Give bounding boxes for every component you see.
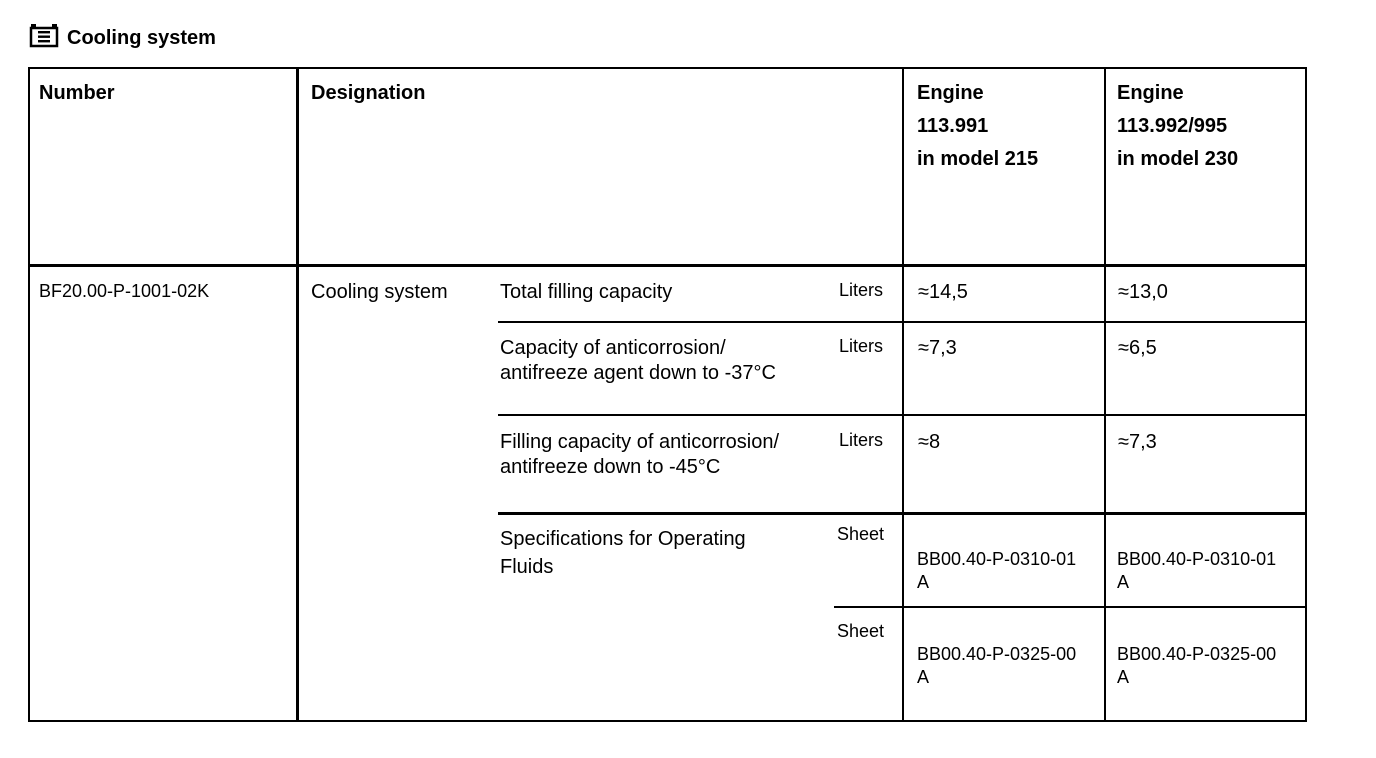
row-label: Total filling capacity [500, 281, 673, 303]
row-label: Capacity of anticorrosion/ antifreeze agent down to -37°C [500, 337, 776, 384]
row-value-engine-2: ≈13,0 [1118, 281, 1168, 303]
row-value-engine-1: ≈7,3 [918, 337, 957, 359]
sheet-reference-link[interactable]: BB00.40-P-0325-00 A [1117, 644, 1277, 687]
sheet-reference-link[interactable]: BB00.40-P-0325-00 A [917, 644, 1077, 687]
row-value-engine-2: ≈6,5 [1118, 337, 1157, 359]
row-unit: Liters [839, 430, 884, 450]
group-label: Cooling system [311, 281, 448, 303]
row-value-engine-2: ≈7,3 [1118, 431, 1157, 453]
row-unit: Sheet [837, 621, 885, 641]
sheet-reference-link[interactable]: BB00.40-P-0310-01 A [1117, 549, 1277, 592]
header-engine-1: Engine 113.991 in model 215 [917, 82, 1039, 170]
row-unit: Liters [839, 336, 884, 356]
header-engine-2: Engine 113.992/995 in model 230 [1117, 82, 1239, 170]
document-section-icon [29, 22, 59, 48]
row-label: Specifications for Operating Fluids [500, 528, 746, 578]
row-unit: Liters [839, 280, 884, 300]
row-value-engine-1: ≈8 [918, 431, 941, 453]
row-unit: Sheet [837, 524, 885, 544]
row-value-engine-1: ≈14,5 [918, 281, 968, 303]
sheet-reference-link[interactable]: BB00.40-P-0310-01 A [917, 549, 1077, 592]
header-designation: Designation [311, 82, 426, 104]
section-title: Cooling system [67, 26, 216, 49]
document-number: BF20.00-P-1001-02K [39, 281, 210, 301]
header-number: Number [39, 82, 115, 104]
row-label: Filling capacity of anticorrosion/ antifreeze down to -45°C [500, 431, 780, 478]
section-heading [29, 20, 216, 50]
